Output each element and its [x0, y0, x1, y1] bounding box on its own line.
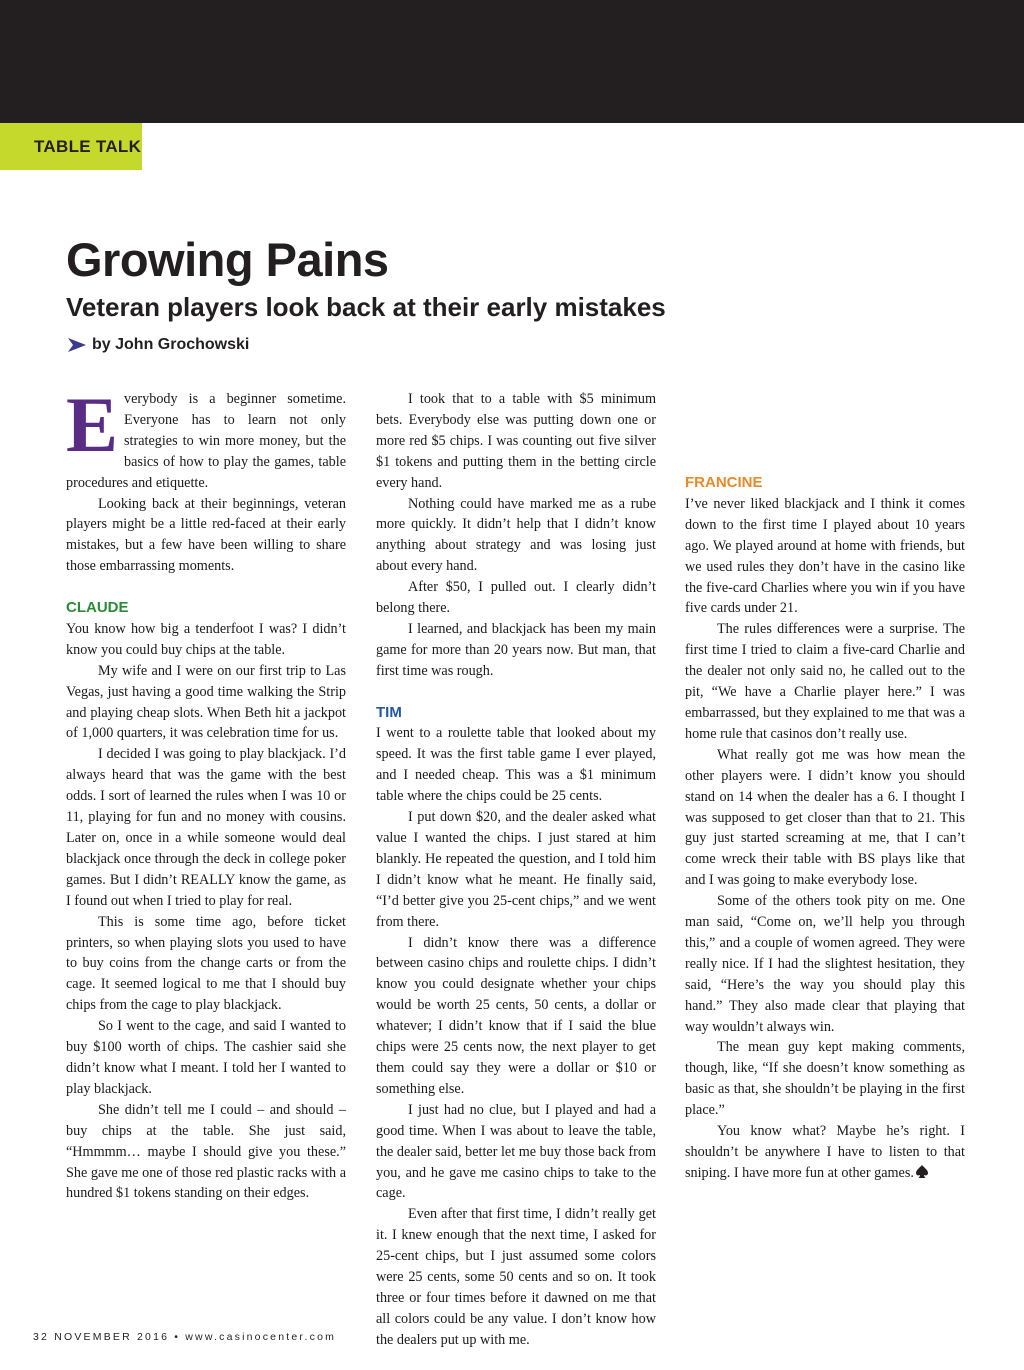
page-folio: 32 NOVEMBER 2016 • www.casinocenter.com — [33, 1331, 337, 1343]
column-1 — [66, 381, 346, 1204]
spade-icon — [916, 1165, 928, 1178]
paragraph: I put down $20, and the dealer asked what value I wanted the chips. I just stared at him blankly. He repeated the question, and I told him I didn’t know what he meant. He finally said, “I’d better give you 25-cent chips,” and we went from there. — [376, 809, 656, 930]
intro-paragraph: Everybody is a beginner sometime. Everyone has to learn not only strategies to win more money, but the basics of how to play the games, table procedures and etiquette. — [66, 381, 346, 491]
paragraph: This is some time ago, before ticket printers, so when playing slots you used to have to buy coins from the change carts or from the cage. It seemed logical to me that I should buy chips from the cage to play blackjack. — [66, 913, 346, 1014]
drop-cap: E — [66, 381, 119, 468]
paragraph: Nothing could have marked me as a rube more quickly. It didn’t help that I didn’t know anything about strategy and was losing just about every hand. — [376, 495, 656, 575]
paragraph: The mean guy kept making comments, though, like, “If she doesn’t know something as basic as that, she shouldn’t be playing in the first place.” — [685, 1039, 965, 1119]
top-banner — [0, 0, 1024, 123]
paragraph: I’ve never liked blackjack and I think it comes down to the first time I played about 10 years ago. We played around at home with friends, but we used rules they don’t have in the casino like the five-card Charlies where you win if you have five cards under 21. — [685, 495, 965, 617]
paragraph: So I went to the cage, and said I wanted to buy $100 worth of chips. The cashier said she didn’t know what I meant. I told her I wanted to play blackjack. — [66, 1018, 346, 1097]
byline — [68, 336, 249, 354]
intro-paragraph: Looking back at their beginnings, veteran players might be a little red-faced at their early mistakes, but a few have been willing to share those embarrassing moments. — [66, 495, 346, 575]
paragraph: Even after that first time, I didn’t really get it. I knew enough that the next time, I asked for 25-cent chips, but I just assumed some colors were 25 cents, some 50 cents and so on. It took three or four times before it dawned on me that all colors could be any value. I don’t know how the dealers put up with me. — [376, 1206, 656, 1348]
paragraph: I didn’t know there was a difference between casino chips and roulette chips. I didn’t know you could designate whether your chips would be worth 25 cents, 50 cents, a dollar or whatever; I didn’t know that if I said the blue chips were 25 cents now, the next player to get them could say they were a dollar or $10 or something else. — [376, 934, 656, 1097]
article-title: Growing Pains — [66, 233, 389, 286]
paragraph: I just had no clue, but I played and had a good time. When I was about to leave the table, the dealer said, better let me buy those back from you, and he gave me casino chips to take to the cage. — [376, 1101, 656, 1202]
column-3 — [685, 389, 965, 1184]
paragraph: I decided I was going to play blackjack. I’d always heard that was the game with the best odds. I sort of learned the rules when I was 10 or 11, playing for fun and no money with cousins. Later on, once in a while someone would deal blackjack once through the deck in college poker games. But I didn’t REALLY know the game, as I found out when I tried to play for real. — [66, 746, 346, 909]
paragraph: You know what? Maybe he’s right. I shouldn’t be anywhere I have to listen to that sniping. I have more fun at other games. — [685, 1123, 965, 1181]
paragraph: She didn’t tell me I could – and should – buy chips at the table. She just said, “Hmmmm… maybe I should give you these.” She gave me one of those red plastic racks with a hundred $1 tokens standing on their edges. — [66, 1101, 346, 1202]
paragraph: You know how big a tenderfoot I was? I didn’t know you could buy chips at the table. — [66, 620, 346, 658]
paragraph: I took that to a table with $5 minimum bets. Everybody else was putting down one or more red $5 chips. I was counting out five silver $1 tokens and putting them in the betting circle every hand. — [376, 391, 656, 491]
paragraph: My wife and I were on our first trip to Las Vegas, just having a good time walking the Strip and playing cheap slots. When Beth hit a jackpot of 1,000 quarters, it was celebration time for us. — [66, 662, 346, 742]
article-subtitle: Veteran players look back at their early mistakes — [66, 292, 666, 322]
section-heading-tim: TIM — [376, 703, 402, 721]
section-tab — [0, 123, 142, 170]
paragraph: I went to a roulette table that looked about my speed. It was the first table game I ever played, and I needed cheap. This was a $1 minimum table where the chips could be 25 cents. — [376, 725, 656, 805]
column-2 — [376, 389, 656, 1351]
section-heading-claude: CLAUDE — [66, 599, 129, 617]
arrow-right-icon — [68, 338, 86, 352]
section-label: TABLE TALK — [34, 136, 142, 156]
paragraph: The rules differences were a surprise. The first time I tried to claim a five-card Charlie and the dealer not only said no, he called out to the pit, “We have a Charlie player here.” I was embarrassed, but they explained to me that was a home rule that casinos don’t really use. — [685, 621, 965, 742]
byline-text: by John Grochowski — [92, 336, 250, 353]
paragraph: Some of the others took pity on me. One man said, “Come on, we’ll help you through this,” and a couple of women agreed. They were really nice. If I had the slightest hesitation, they said, “Here’s the way you should play this hand.” They also made clear that playing that way wouldn’t always win. — [685, 893, 965, 1035]
paragraph: What really got me was how mean the other players were. I didn’t know you should stand on 14 when the dealer has a 6. I thought I was supposed to get closer than that to 21. This guy just started screaming at me, that I can’t come wreck their table with BS plays like that and I was going to make everybody lose. — [685, 746, 965, 889]
section-heading-francine: FRANCINE — [685, 474, 763, 491]
paragraph: After $50, I pulled out. I clearly didn’t belong there. — [376, 579, 656, 617]
paragraph: I learned, and blackjack has been my main game for more than 20 years now. But man, that first time was rough. — [376, 620, 656, 679]
